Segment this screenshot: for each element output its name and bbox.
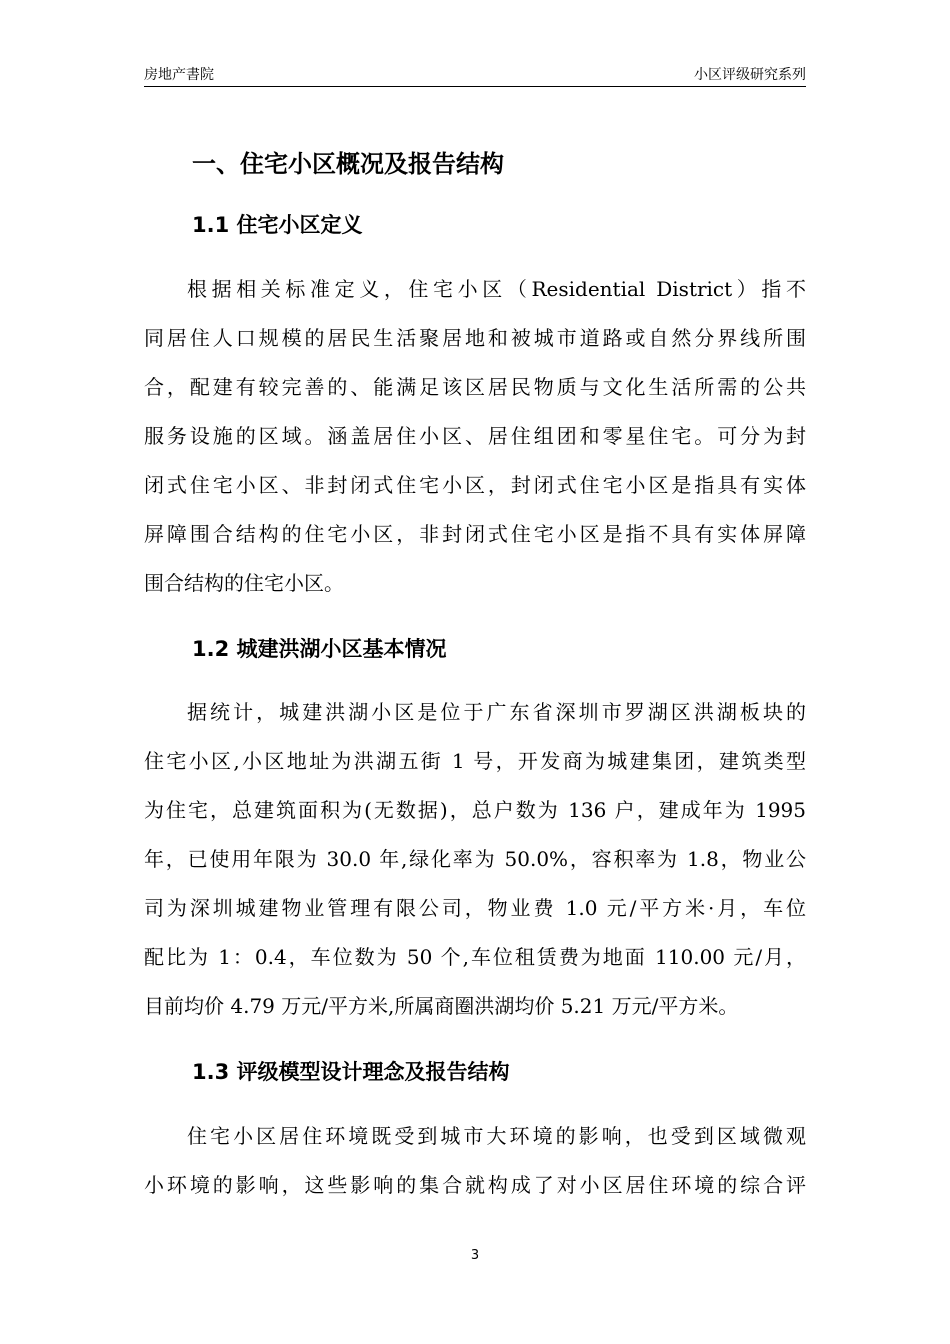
section-title: 一、住宅小区概况及报告结构 (192, 150, 504, 178)
paragraph-residential-definition (144, 265, 806, 608)
paragraph-line: 服务设施的区域。涵盖居住小区、居住组团和零星住宅。可分为封 (144, 424, 806, 448)
paragraph-line: 围合结构的住宅小区。 (144, 571, 344, 595)
paragraph-line: 小环境的影响，这些影响的集合就构成了对小区居住环境的综合评 (144, 1173, 806, 1197)
page-number: 3 (470, 1248, 480, 1263)
paragraph-line: 住宅小区,小区地址为洪湖五街 1 号，开发商为城建集团，建筑类型 (144, 749, 806, 773)
heading-1-1: 1.1 住宅小区定义 (192, 213, 363, 237)
paragraph-model-design (144, 1112, 806, 1210)
page-header (144, 62, 806, 86)
header-publisher: 房地产書院 (144, 67, 214, 83)
paragraph-line: 目前均价 4.79 万元/平方米,所属商圈洪湖均价 5.21 万元/平方米。 (144, 994, 739, 1018)
paragraph-line: 住宅小区居住环境既受到城市大环境的影响，也受到区域微观 (187, 1124, 806, 1148)
heading-1-3: 1.3 评级模型设计理念及报告结构 (192, 1060, 510, 1084)
paragraph-line: 据统计，城建洪湖小区是位于广东省深圳市罗湖区洪湖板块的 (187, 700, 806, 724)
paragraph-line: 为住宅，总建筑面积为(无数据)，总户数为 136 户，建成年为 1995 (144, 798, 806, 822)
paragraph-line: 同居住人口规模的居民生活聚居地和被城市道路或自然分界线所围 (144, 326, 806, 350)
heading-1-2: 1.2 城建洪湖小区基本情况 (192, 637, 447, 661)
header-divider (144, 86, 806, 87)
paragraph-community-basics (144, 688, 806, 1031)
paragraph-line: 根据相关标准定义，住宅小区（Residential District）指不 (187, 277, 806, 301)
header-series-title: 小区评级研究系列 (694, 67, 806, 83)
paragraph-line: 闭式住宅小区、非封闭式住宅小区，封闭式住宅小区是指具有实体 (144, 473, 806, 497)
paragraph-line: 配比为 1：0.4，车位数为 50 个,车位租赁费为地面 110.00 元/月， (144, 945, 806, 969)
paragraph-line: 合，配建有较完善的、能满足该区居民物质与文化生活所需的公共 (144, 375, 806, 399)
paragraph-line: 司为深圳城建物业管理有限公司，物业费 1.0 元/平方米·月，车位 (144, 896, 806, 920)
paragraph-line: 年，已使用年限为 30.0 年,绿化率为 50.0%，容积率为 1.8，物业公 (144, 847, 806, 871)
paragraph-line: 屏障围合结构的住宅小区，非封闭式住宅小区是指不具有实体屏障 (144, 522, 806, 546)
